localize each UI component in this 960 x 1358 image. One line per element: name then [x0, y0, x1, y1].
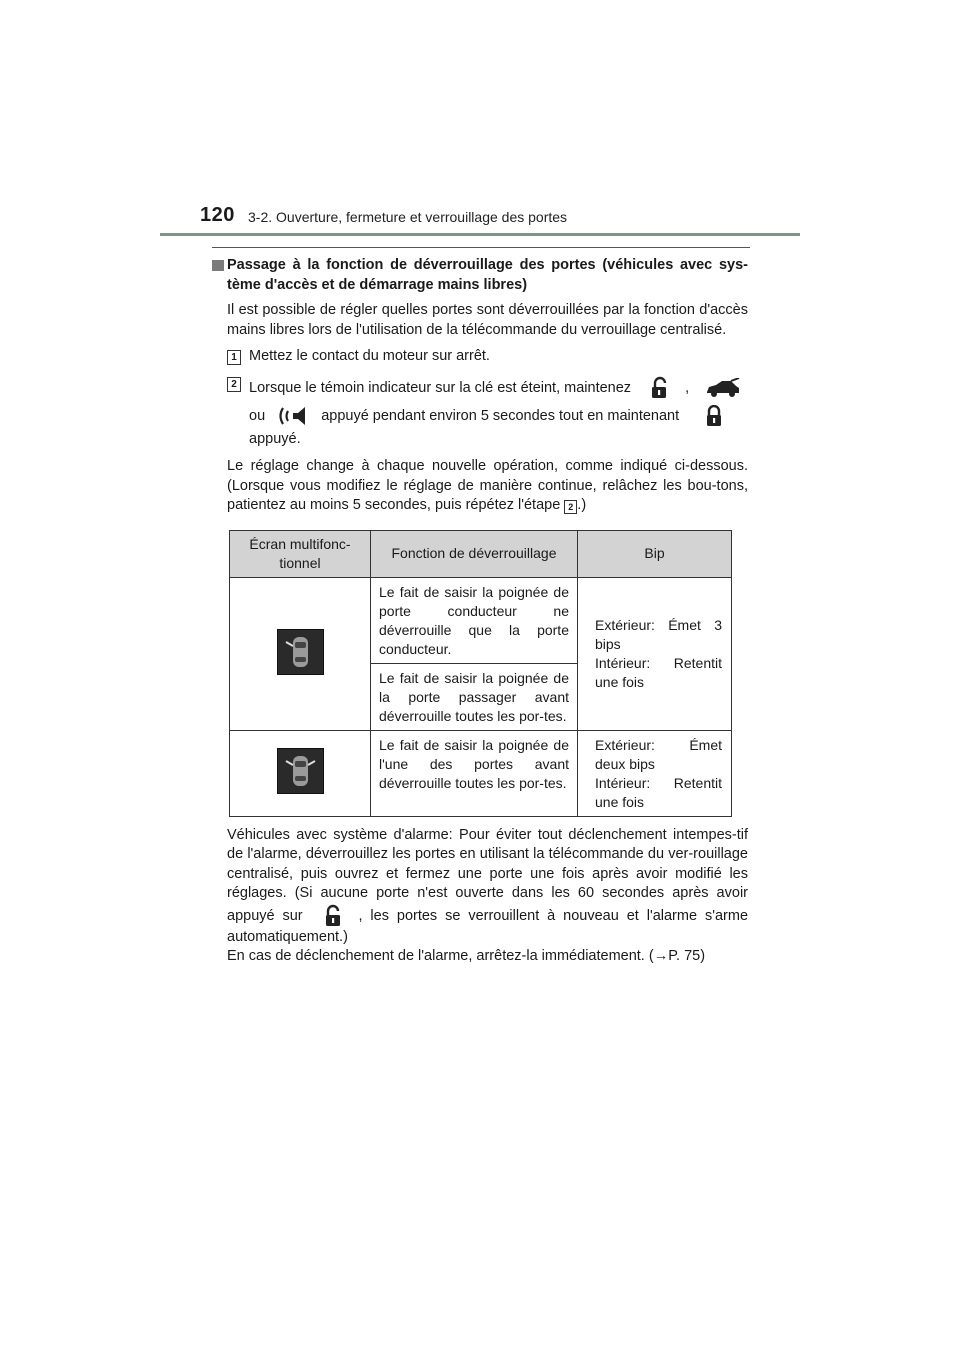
car-driver-door-open-icon: [277, 629, 324, 675]
step-number: 1: [227, 350, 241, 365]
column-header: Bip: [578, 530, 732, 577]
change-note: [227, 457, 748, 516]
unlock-icon: [323, 904, 343, 928]
table-cell-function: Le fait de saisir la poignée de porte conducteur ne déverrouille que la porte conducteur.: [371, 577, 578, 663]
page-reference-link[interactable]: P. 75): [668, 948, 706, 964]
bip-interior: Intérieur: Retentit une fois: [595, 655, 722, 690]
step-text: ,: [685, 379, 690, 396]
step-2: [227, 374, 748, 450]
table-row: [230, 730, 732, 816]
table-cell-function: Le fait de saisir la poignée de la porte passager avant déverrouille toutes les por-tes.: [371, 663, 578, 730]
column-header: Fonction de déverrouillage: [371, 530, 578, 577]
section-heading-text: Passage à la fonction de déverrouillage des portes (véhicules avec sys-tème d'accès et de démarrage mains libres): [227, 257, 748, 293]
table-cell-bip: [578, 730, 732, 816]
trunk-icon: [705, 378, 741, 398]
section-heading: [212, 256, 748, 295]
unlock-icon: [649, 376, 671, 400]
table-row: [230, 577, 732, 663]
table-cell-function: Le fait de saisir la poignée de l'une des portes avant déverrouille toutes les por-tes.: [371, 730, 578, 816]
bip-exterior: Extérieur: Émet 3 bips: [595, 617, 722, 652]
step-text: Lorsque le témoin indicateur sur la clé est éteint, maintenez: [249, 379, 632, 396]
arrow-icon: →: [653, 948, 669, 964]
page-number: 120: [200, 204, 235, 226]
lock-icon: [705, 405, 723, 427]
page-content: [212, 256, 748, 967]
change-note-text: Le réglage change à chaque nouvelle opération, comme indiqué ci-dessous. (Lorsque vous modifiez le réglage de manière continue, relâchez les bou-tons, patientez au moins 5 secondes, puis répétez l'étape: [227, 458, 748, 513]
step-reference: 2: [564, 500, 577, 514]
step-number: 2: [227, 377, 241, 392]
bip-interior: Intérieur: Retentit une fois: [595, 774, 722, 810]
step-text: ou: [249, 407, 266, 424]
heading-bullet-icon: [212, 260, 224, 271]
chapter-title: 3-2. Ouverture, fermeture et verrouillage des portes: [248, 209, 568, 225]
step-2-line-2: [249, 402, 748, 430]
step-2-line-3: appuyé.: [249, 430, 301, 447]
unlock-function-table: [229, 530, 732, 817]
alarm-note: [227, 826, 748, 948]
step-1: [227, 347, 748, 367]
alarm-stop-note: [227, 947, 748, 967]
alarm-note-text: , les portes se verrouillent à nouveau et l'alarme s'arme automatiquement.): [227, 907, 749, 945]
table-cell-screen: [230, 577, 371, 730]
car-both-doors-open-icon: [277, 748, 324, 794]
change-note-end: .): [577, 497, 587, 513]
alarm-note-text: Véhicules avec système d'alarme: Pour éviter tout déclenchement intempes-tif de l'alarme, déverrouillez les portes en utilisant la télécommande du ver-rouillage centralisé, puis ouvrez et fermez une porte une fois après avoir modifié les réglages. (Si aucune porte n'est ouverte dans les 60 secondes après avoir appuyé sur: [227, 826, 748, 924]
step-2-line-1: [249, 374, 748, 402]
bip-exterior: Extérieur: Émet deux bips: [595, 736, 722, 772]
section-rule: [212, 247, 750, 248]
intro-paragraph: Il est possible de régler quelles portes sont déverrouillées par la fonction d'accès mains libres lors de l'utilisation de la télécommande du verrouillage centralisé.: [227, 302, 748, 338]
table-cell-bip: [578, 577, 732, 730]
alarm-stop-text: En cas de déclenchement de l'alarme, arrêtez-la immédiatement. (: [227, 948, 654, 964]
table-cell-screen: [230, 730, 371, 816]
panic-alarm-icon: [277, 405, 309, 427]
header-rule: [160, 233, 800, 236]
column-header: Écran multifonc-tionnel: [230, 530, 371, 577]
step-text: appuyé pendant environ 5 secondes tout en maintenant: [321, 407, 680, 424]
table-header-row: [230, 530, 732, 577]
step-text: Mettez le contact du moteur sur arrêt.: [249, 348, 490, 364]
